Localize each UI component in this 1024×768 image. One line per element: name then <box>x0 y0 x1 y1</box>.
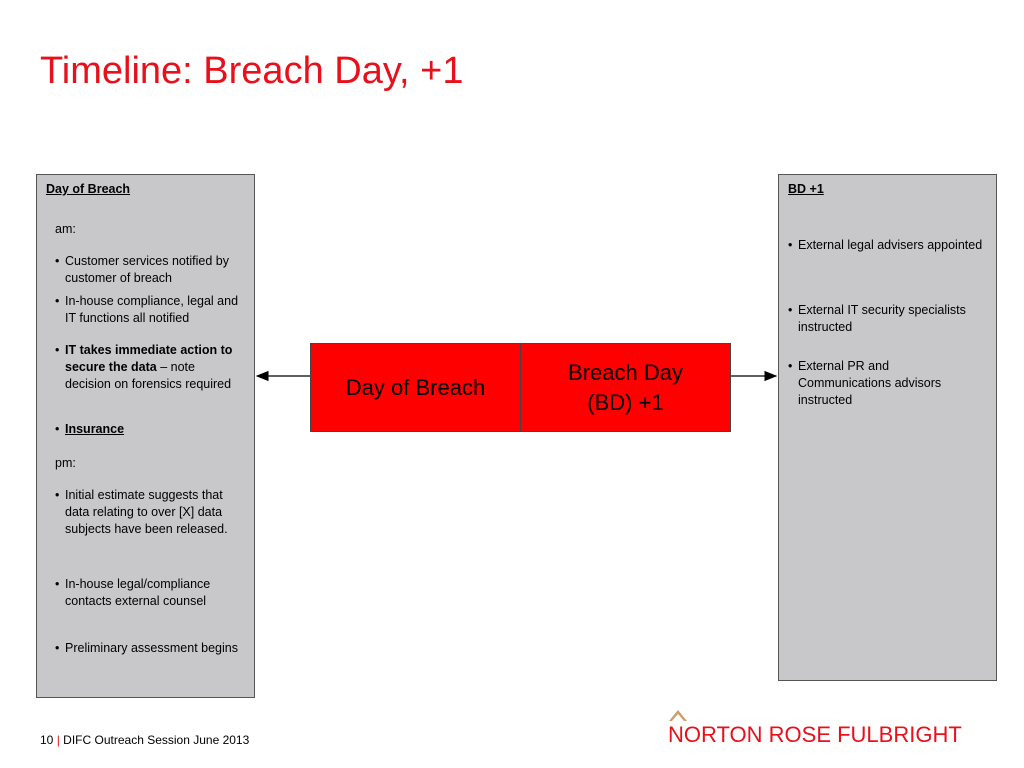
day-of-breach-box <box>310 343 521 432</box>
box-label-line2: (BD) +1 <box>587 389 664 415</box>
list-item-emphasis: IT takes immediate action to secure the data <box>65 343 233 374</box>
list-item: • Initial estimate suggests that data relating to over [X] data subjects have been released. <box>55 487 241 538</box>
list-item: • Customer services notified by customer of breach <box>55 253 241 287</box>
panel-heading: BD +1 <box>788 182 824 196</box>
list-item: • External legal advisers appointed <box>788 237 983 254</box>
norton-rose-fulbright-logo <box>668 708 988 748</box>
am-label: am: <box>55 222 76 236</box>
insurance-label: Insurance <box>65 422 125 436</box>
breach-day-plus-one-box <box>520 343 731 432</box>
list-item: • External IT security specialists instructed <box>788 302 983 336</box>
footer <box>40 733 249 747</box>
panel-heading: Day of Breach <box>46 182 131 196</box>
page-number: 10 <box>40 733 54 747</box>
list-item: • External PR and Communications advisors instructed <box>788 358 983 409</box>
list-item: • In-house compliance, legal and IT functions all notified <box>55 293 241 327</box>
slide-title: Timeline: Breach Day, +1 <box>40 50 464 92</box>
box-label: Day of Breach <box>345 374 486 400</box>
list-item: • In-house legal/compliance contacts external counsel <box>55 576 241 610</box>
box-label-line1: Breach Day <box>568 359 683 385</box>
footer-separator: | <box>56 733 60 747</box>
logo-wordmark: NORTON ROSE FULBRIGHT <box>668 722 962 747</box>
footer-text: DIFC Outreach Session June 2013 <box>63 733 250 747</box>
pm-label: pm: <box>55 456 76 470</box>
list-item-text: – note decision on forensics required <box>65 360 232 391</box>
logo-chevron-icon <box>668 708 688 722</box>
list-item: • Preliminary assessment begins <box>55 640 241 657</box>
